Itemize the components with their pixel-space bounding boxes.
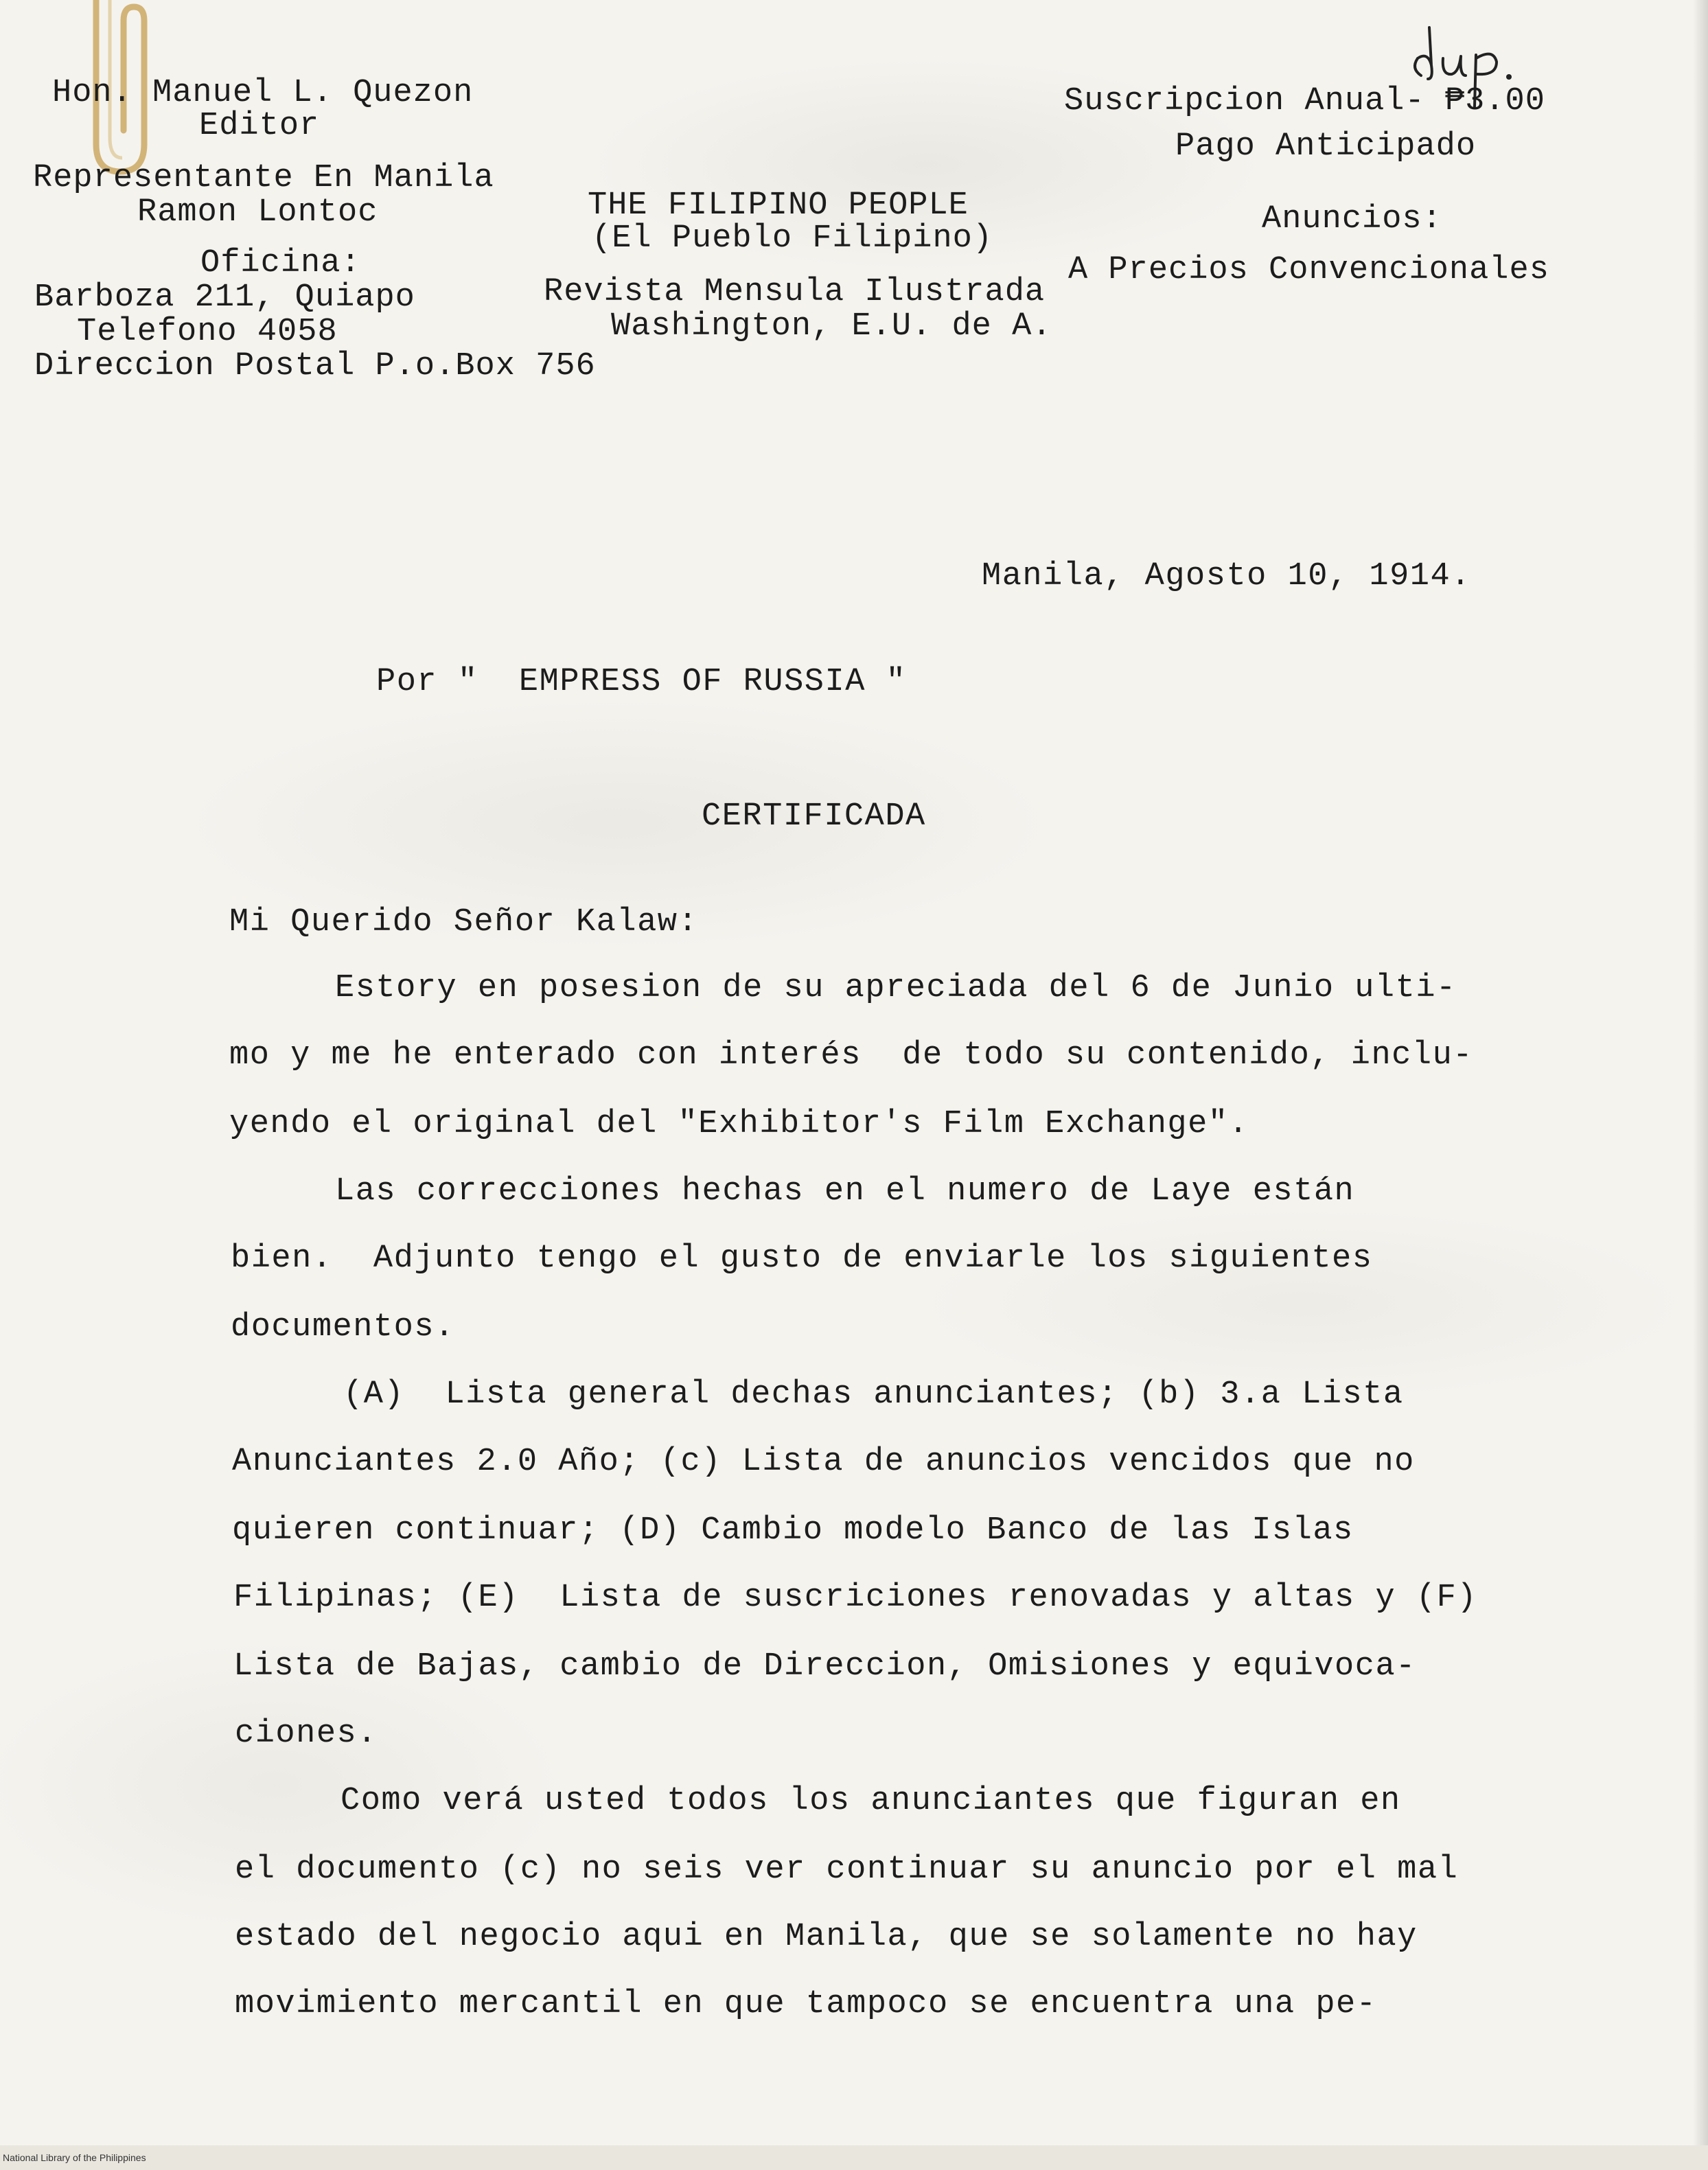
letter-line: estado del negocio aqui en Manila, que se solamente no hay [235, 1919, 1418, 1955]
subscription-price: Suscripcion Anual- ₱3.00 [1064, 83, 1545, 119]
letter-line: Lista de Bajas, cambio de Direccion, Omisiones y equivoca- [233, 1648, 1416, 1685]
letter-line: bien. Adjunto tengo el gusto de enviarle los siguientes [231, 1240, 1373, 1277]
publication-title: THE FILIPINO PEOPLE [588, 187, 969, 224]
representative-name: Ramon Lontoc [137, 194, 378, 231]
ads-terms: A Precios Convencionales [1068, 252, 1549, 288]
page-edge-shadow [1693, 0, 1708, 2170]
editor-title: Editor [199, 108, 320, 144]
scan-footer-text: National Library of the Philippines [3, 2152, 146, 2163]
publication-description: Revista Mensula Ilustrada [544, 274, 1046, 310]
office-label: Oficina: [200, 245, 361, 281]
letter-date: Manila, Agosto 10, 1914. [982, 558, 1471, 595]
scan-bottom-strip [0, 2145, 1708, 2170]
letter-line: Filipinas; (E) Lista de suscriciones renovadas y altas y (F) [233, 1580, 1477, 1616]
representative-title: Representante En Manila [33, 160, 494, 196]
publication-spanish-title: (El Pueblo Filipino) [592, 220, 993, 257]
office-phone: Telefono 4058 [77, 314, 338, 350]
publication-location: Washington, E.U. de A. [611, 308, 1052, 345]
ads-label: Anuncios: [1262, 201, 1442, 238]
letter-line: Las correcciones hechas en el numero de Laye están [335, 1173, 1355, 1210]
office-address: Barboza 211, Quiapo [34, 279, 415, 316]
letter-line: Anunciantes 2.0 Año; (c) Lista de anuncios vencidos que no [232, 1444, 1415, 1480]
letter-line: ciones. [235, 1716, 378, 1752]
postal-address: Direccion Postal P.o.Box 756 [34, 348, 596, 384]
letter-line: (A) Lista general dechas anunciantes; (b) 3.a Lista [343, 1376, 1404, 1413]
registered-mail-label: CERTIFICADA [702, 798, 926, 835]
shipping-via: Por " EMPRESS OF RUSSIA " [376, 664, 907, 700]
letter-line: documentos. [231, 1309, 455, 1346]
letter-line: Como verá usted todos los anunciantes que figuran en [341, 1783, 1401, 1819]
salutation: Mi Querido Señor Kalaw: [229, 904, 699, 940]
letter-line: movimiento mercantil en que tampoco se encuentra una pe- [235, 1986, 1377, 2022]
letter-line: Estory en posesion de su apreciada del 6 de Junio ulti- [335, 970, 1457, 1006]
letter-line: yendo el original del "Exhibitor's Film Exchange". [229, 1106, 1249, 1142]
payment-terms: Pago Anticipado [1175, 128, 1477, 165]
letter-line: quieren continuar; (D) Cambio modelo Banco de las Islas [232, 1512, 1354, 1549]
letter-line: mo y me he enterado con interés de todo su contenido, inclu- [229, 1037, 1473, 1074]
editor-name: Hon. Manuel L. Quezon [52, 75, 474, 111]
letter-line: el documento (c) no seis ver continuar su anuncio por el mal [235, 1851, 1459, 1888]
